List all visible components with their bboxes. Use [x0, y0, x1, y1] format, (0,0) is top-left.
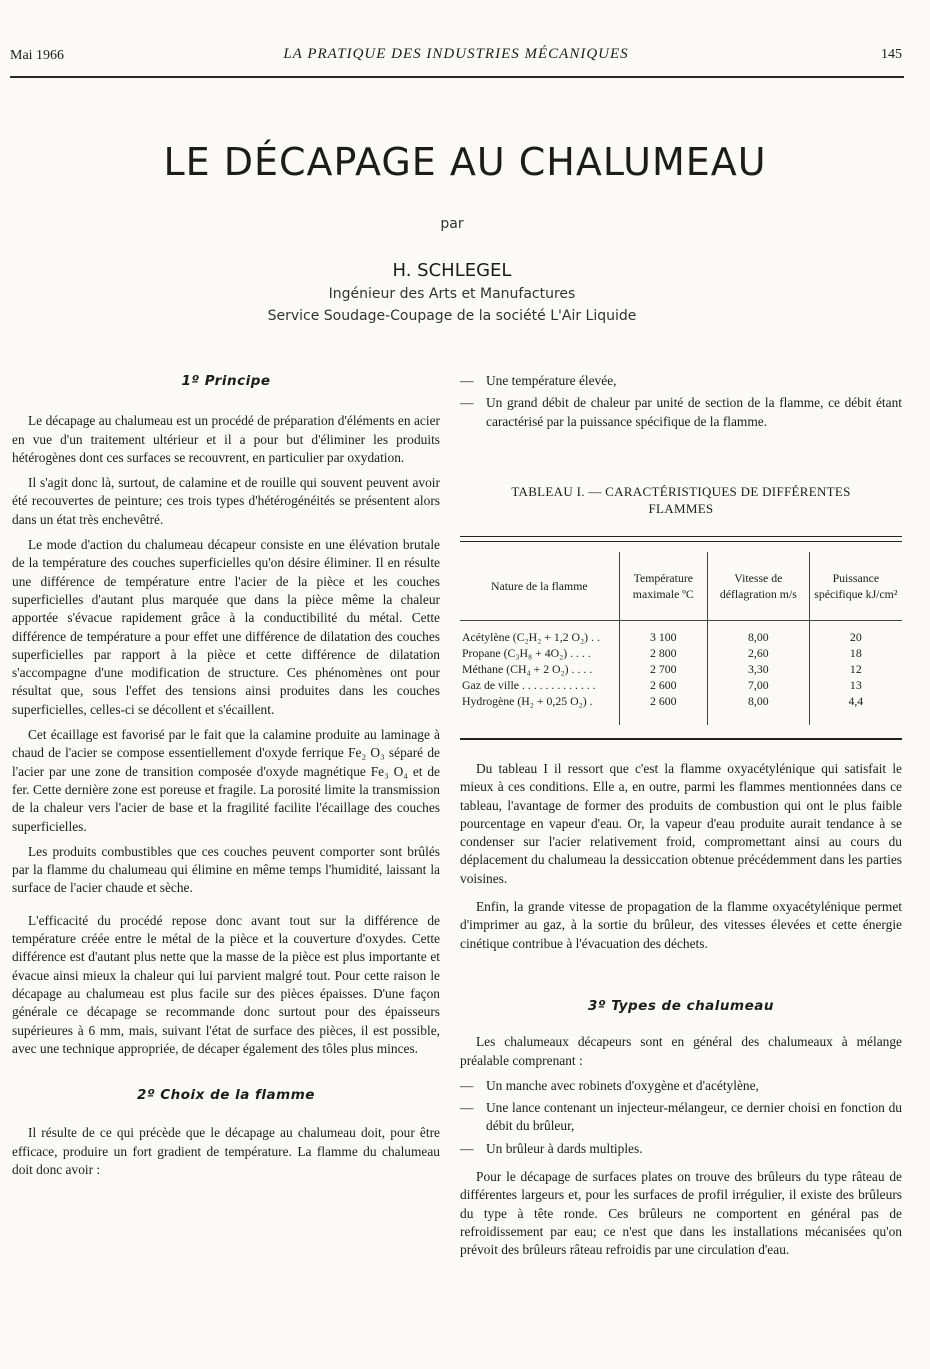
section-3-title: 3º Types de chalumeau: [588, 997, 774, 1014]
table-cell: 18: [809, 645, 902, 661]
dash-glyph: —: [460, 373, 474, 388]
paragraph: Il résulte de ce qui précède que le décapage au chalumeau doit, pour être efficace, produire un fort gradient de température. La flamme du chalumeau doit donc avoir :: [12, 1125, 440, 1177]
table-cell: 4,4: [809, 693, 902, 725]
table-cell: Hydrogène (H₂ + 0,25 O₂) .: [462, 694, 593, 708]
table-bottom-rule: [460, 738, 902, 740]
table-header: Température maximale ºC: [619, 552, 707, 621]
table-cell: 3,30: [708, 661, 810, 677]
byline: par: [440, 216, 464, 232]
header-rule: [10, 76, 904, 78]
table-caption: TABLEAU I. — CARACTÉRISTIQUES DE DIFFÉRENTES FLAMMES: [511, 484, 851, 516]
right-column-list: [460, 372, 902, 435]
table-row: [460, 645, 902, 661]
table-cell: 3 100: [619, 621, 707, 646]
table-row: [460, 677, 902, 693]
right-column-body: [460, 760, 902, 1267]
paragraph: Pour le décapage de surfaces plates on trouve des brûleurs du type râteau de différentes largeurs et, pour les surfaces de profil irrégulier, il existe des brûleurs du type à tête ronde. Ces brûleurs ne comportent en général pas de refroidissement par eau; ce n'est que dans les installations mécanisées qu'on prévoit des brûleurs râteau refroidis par une circulation d'eau.: [460, 1169, 902, 1258]
list-item: — Une lance contenant un injecteur-mélangeur, ce dernier choisi en fonction du débit du brûleur,: [460, 1099, 902, 1136]
table-cell: 12: [809, 661, 902, 677]
author-affiliation-1: Ingénieur des Arts et Manufactures: [328, 286, 576, 302]
table-cell: 8,00: [708, 693, 810, 725]
list-item: — Une température élevée,: [460, 372, 902, 390]
table-cell: 2 600: [619, 677, 707, 693]
dash-glyph: —: [460, 395, 474, 411]
running-header: [10, 44, 902, 66]
dash-glyph: —: [460, 1077, 474, 1093]
article-title: LE DÉCAPAGE AU CHALUMEAU: [163, 140, 767, 184]
list-item: — Un manche avec robinets d'oxygène et d'acétylène,: [460, 1077, 902, 1095]
paragraph: Les produits combustibles que ces couches peuvent comporter sont brûlés par la flamme du chalumeau qui élimine en même temps l'humidité, laissant la surface de l'acier chaude et sèche.: [12, 843, 440, 896]
paragraph: Les chalumeaux décapeurs sont en général des chalumeaux à mélange préalable comprenant :: [460, 1034, 902, 1068]
author-name: H. SCHLEGEL: [392, 260, 512, 281]
table-cell: 2 600: [619, 693, 707, 725]
table-cell: Acétylène (C₂H₂ + 1,2 O₂) . .: [462, 630, 600, 644]
table-cell: 13: [809, 677, 902, 693]
dash-glyph: —: [460, 1100, 474, 1116]
paragraph: Du tableau I il ressort que c'est la flamme oxyacétylénique qui satisfait le mieux à ces conditions. Elle a, en outre, parmi les flammes mentionnées dans ce tableau, l'avantage de former des produits de combustion qui ont le plus faible pourcentage en vapeur d'eau. Or, la vapeur d'eau produite aurait tendance à se condenser sur l'acier relativement froid, compromettant ainsi au cours du déplacement du chalumeau la dessiccation obtenue précédemment dans les parties voisines.: [460, 761, 902, 886]
table-cell: 2 700: [619, 661, 707, 677]
paragraph: Enfin, la grande vitesse de propagation de la flamme oxyacétylénique permet d'imprimer au gaz, à la sortie du brûleur, des vitesses élevées et cette énergie cinétique contribue à l'évacuation des déchets.: [460, 899, 902, 951]
section-2-title: 2º Choix de la flamme: [137, 1087, 315, 1104]
page-number: 145: [881, 47, 902, 62]
table-header: Nature de la flamme: [460, 552, 619, 621]
table-cell: 2 800: [619, 645, 707, 661]
list-item: — Un brûleur à dards multiples.: [460, 1140, 902, 1158]
table-cell: 2,60: [708, 645, 810, 661]
list-item: — Un grand débit de chaleur par unité de section de la flamme, ce débit étant caractérisé par la puissance spécifique de la flamme.: [460, 394, 902, 431]
table-header: Vitesse de déflagration m/s: [708, 552, 810, 621]
table-cell: Propane (C₃H₈ + 4O₂) . . . .: [462, 646, 591, 660]
table-cell: Méthane (CH₄ + 2 O₂) . . . .: [462, 662, 593, 676]
table-row: [460, 661, 902, 677]
table-cell: Gaz de ville . . . . . . . . . . . . .: [462, 678, 596, 692]
table-cell: 20: [809, 621, 902, 646]
paragraph: Le décapage au chalumeau est un procédé de préparation d'éléments en acier en vue d'un traitement ultérieur et il a pour but d'éliminer les produits hétérogènes dont ces surfaces se recouvrent, en particulier par oxydation.: [12, 413, 440, 465]
table-top-rule: [460, 536, 902, 542]
dash-glyph: —: [460, 1140, 474, 1156]
table-header: Puissance spécifique kJ/cm²: [809, 552, 902, 621]
paragraph: Le mode d'action du chalumeau décapeur consiste en une élévation brutale de la température des couches superficielles qu'on désire éliminer. Il en résulte une différence de température entre l'acier de la pièce et les couches superficielles d'autant plus marquée que dans la pièce même la chaleur apportée s'évacue rapidement grâce à la conductibilité du métal. Cette différence de température a pour effet une différence de dilatation des couches superficielles par rapport à la pièce et cette différence de dilatation s'accompagne d'une modification de structure. Ces phénomènes ont pour résultat que, sous l'effet des tensions ainsi produites dans les couches superficielles, celles-ci se décollent et s'écaillent.: [12, 537, 440, 717]
table-cell: 8,00: [708, 621, 810, 646]
paragraph: Cet écaillage est favorisé par le fait que la calamine produite au laminage à chaud de l'acier se compose essentiellement d'oxyde ferrique Fe₂ O₃ séparé de l'acier par une zone de transition composée d'oxyde magnétique Fe₃ O₄ et de fer. Cette dernière zone est poreuse et fragile. La porosité limite la transmission de la chaleur vers l'acier de base et la fragilité facilite l'écaillage des couches superficielles.: [12, 727, 440, 834]
author-affiliation-2: Service Soudage-Coupage de la société L'Air Liquide: [267, 308, 637, 324]
table-row: [460, 621, 902, 646]
table-header-row: [460, 552, 902, 621]
left-column: [12, 372, 440, 1186]
journal-title: LA PRATIQUE DES INDUSTRIES MÉCANIQUES: [283, 46, 629, 62]
section-1-title: 1º Principe: [181, 373, 271, 389]
table-cell: 7,00: [708, 677, 810, 693]
flames-table: [460, 552, 902, 725]
paragraph: Il s'agit donc là, surtout, de calamine et de rouille qui souvent peuvent avoir été recouvertes de peinture; ces trois types d'hétérogénéités se présentent alors dans un état très enchevêtré.: [12, 475, 440, 527]
table-row: [460, 693, 902, 725]
paragraph: L'efficacité du procédé repose donc avant tout sur la différence de température créée entre le métal de la pièce et la couverture d'oxydes. Cette différence est d'autant plus nette que la masse de la pièce est plus importante et évacue ainsi mieux la chaleur qui lui parvient malgré tout. Pour cette raison le décapage au chalumeau est plus facile sur des pièces épaisses. D'une façon générale ce décapage se recommande donc surtout pour des épaisseurs supérieures à 6 mm, mais, suivant l'état de surface des pièces, il est possible, avec une technique appropriée, de décaper également des tôles plus minces.: [12, 912, 440, 1056]
header-date: Mai 1966: [10, 48, 65, 63]
